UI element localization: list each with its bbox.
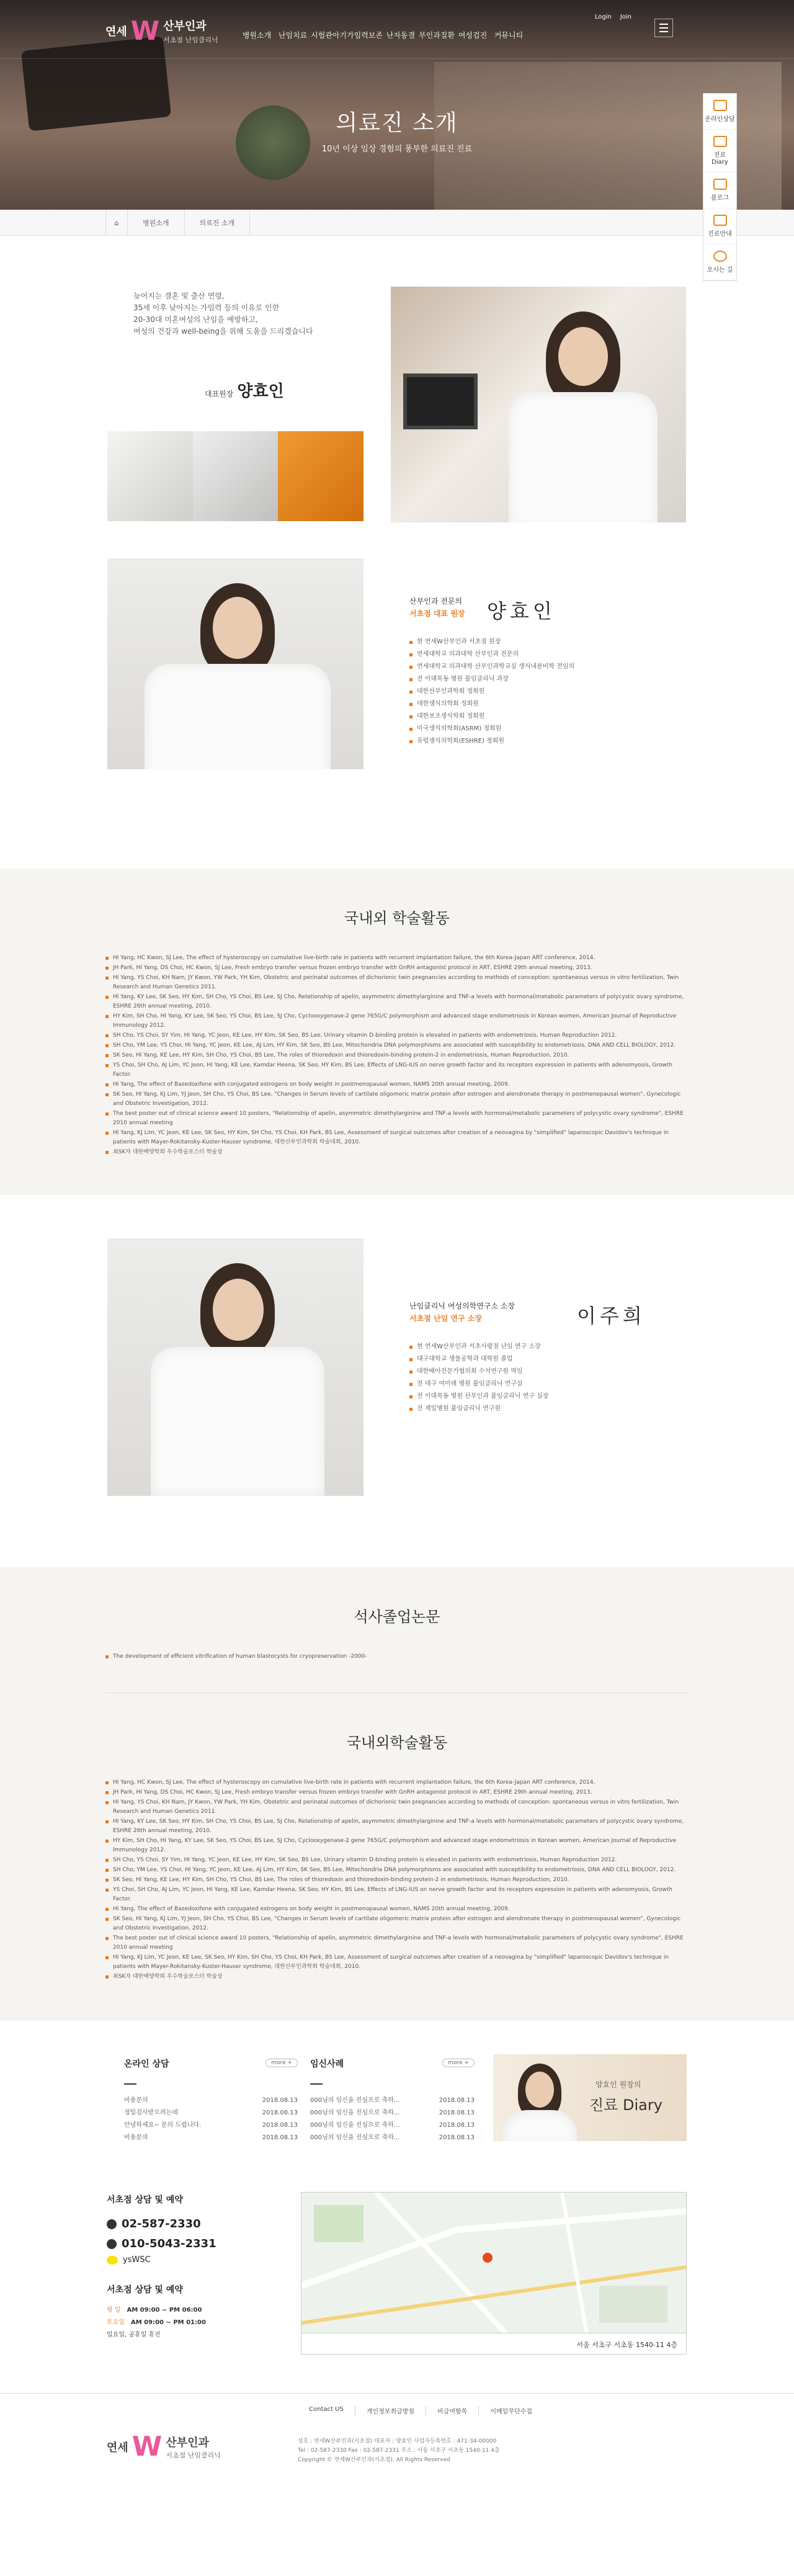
microscope-photo [107, 431, 193, 521]
monitor-icon [713, 100, 727, 111]
list-item[interactable]: 안녕하세요~ 문의 드립니다. 2018.08.13 [124, 2122, 298, 2129]
academic-section-2 [0, 1567, 794, 2019]
list-item: 유럽생식의학회(ESHRE) 정회원 [409, 735, 695, 748]
doctor-1-name: 양효인 [487, 599, 556, 623]
section-title: 국내외 학술활동 [344, 910, 450, 927]
calendar-icon [713, 136, 727, 147]
footer-link[interactable]: 개인정보취급방침 [355, 2406, 426, 2415]
diary-title: 진료 Diary [589, 2096, 662, 2114]
list-item: 전 제일병원 불임클리닉 연구원 [409, 1403, 695, 1415]
mobile-icon [107, 2239, 117, 2249]
list-item[interactable]: 000님의 임신을 진심으로 축하... 2018.08.13 [310, 2122, 475, 2129]
intro-signature: 대표원장 양효인 [205, 382, 284, 401]
logo-suffix: 산부인과 [163, 20, 207, 33]
nav-item[interactable]: 부인과질환 [419, 31, 455, 40]
list-item: The best poster out of clinical science award 10 posters, "Relationship of apelin, asymmetric dimethylarginine and TNF-a levels with hormonal/metabolic parameters of polycystic ovary syndrome", ESHRE 2010 annual meeting [105, 1934, 689, 1952]
breadcrumb [0, 210, 794, 236]
doctor-1-role: 산부인과 전문의 [409, 597, 462, 606]
list-item: SK Seo, HI Yang, KJ Lim, YJ Jeon, SH Cho, YS Choi, BS Lee, "Changes in Serum levels of cartilate oligomeric matrix protein after estrogen and alendronate therapy in postmenopausal women", Gynecologic and Obstetric Investigation, 2012. [105, 1915, 689, 1933]
online-counsel-board [124, 2057, 298, 2144]
footer-link[interactable]: 이메일무단수집 [490, 2408, 532, 2415]
list-item: 대구대학교 생물공학과 대학원 졸업 [409, 1353, 695, 1366]
list-item: HI Yang, The effect of Bazedoxifene with conjugated estrogens on body weight in postmenopausal women, NAMS 20th annual meeting, 2009. [105, 1905, 689, 1914]
nav-item[interactable]: 난자동결 [386, 31, 416, 40]
logo-sub: 서초점 난임클리닉 [163, 36, 218, 44]
quick-info[interactable]: 진료안내 [703, 208, 736, 244]
logo-w-icon: W [130, 16, 160, 46]
footer [0, 2393, 794, 2480]
list-item: 연세대학교 의과대학 산부인과학교실 생식내분비학 전임의 [409, 661, 695, 673]
footer-logo: 연세 W 산부인과 서초점 난임클리닉 [107, 2431, 221, 2462]
diary-subtitle: 양효인 원장의 [596, 2080, 641, 2089]
footer-address: 상호 : 연세W산부인과(서초점) 대표자 : 양효인 사업자등록번호 : 471-34-00000 Tel : 02-587-2330 Fax : 02-587-2331 주소 : 서울 서초구 서초동 1540-11 4층 Copyright © 연세W산부인과(서초점). All Rights Reserved [298, 2438, 500, 2463]
location-map[interactable] [301, 2192, 687, 2355]
quick-blog[interactable]: 블로그 [703, 172, 736, 208]
doctor-1-career [409, 636, 695, 748]
logo[interactable] [105, 17, 218, 45]
list-item: HY Kim, SH Cho, HI Yang, KY Lee, SK Seo, YS Choi, BS Lee, SJ Cho, Cyclooxygenase-2 gene 765G/C polymorphism and advanced stage endometriosis in Korean women, American Journal of Reproductive Immunology 2012. [105, 1836, 689, 1855]
pregnancy-case-board [310, 2057, 475, 2144]
list-item: SH Cho, YM Lee, YS Choi, HI Yang, YC Jeon, KE Lee, AJ Lim, HY Kim, SK Seo, BS Lee, Mitochondria DNA polymorphisms are associated with susceptibility to endometriosis, DNA AND CELL BIOLOGY, 2012. [105, 1866, 689, 1875]
diary-banner[interactable] [493, 2054, 687, 2141]
top-header [0, 0, 794, 59]
list-item: 전 대구 여미래 병원 불임클리닉 연구실 [409, 1378, 695, 1390]
list-item: 최SK자 대한배양학회 우수학술포스터 학술상 [105, 1148, 689, 1157]
section-title: 석사졸업논문 [354, 1608, 440, 1626]
section-title: 국내외학술활동 [346, 1734, 448, 1751]
ultrasound-screen [403, 373, 478, 429]
more-button[interactable]: more + [442, 2059, 475, 2067]
academic-list [105, 954, 689, 1157]
phone-icon [107, 2219, 117, 2229]
doctor-ultrasound-photo [391, 287, 686, 522]
blog-icon [713, 179, 727, 190]
logo-w-icon: W [132, 2431, 163, 2462]
location-pin-icon [713, 251, 727, 262]
lab-photo [193, 431, 279, 521]
hero-title-block [0, 105, 794, 154]
footer-link[interactable]: 비급여항목 [426, 2406, 479, 2415]
list-item: The best poster out of clinical science award 10 posters, "Relationship of apelin, asymmetric dimethylarginine and TNF-a levels with hormonal/metabolic parameters of polycystic ovary syndrome", ESHRE 2010 annual meeting [105, 1109, 689, 1128]
location-pin-icon [483, 2253, 493, 2263]
clinic-photos [107, 431, 364, 521]
phone-1[interactable]: 02-587-2330 [107, 2214, 293, 2234]
nav-item[interactable]: 여성검진 [458, 31, 488, 40]
list-item: 현 연세W산부인과 서초사랑점 난임 연구 소장 [409, 1341, 695, 1353]
hamburger-menu-icon[interactable] [654, 19, 673, 37]
list-item: YS Choi, SH Cho, AJ Lim, YC Jeon, HI Yang, KE Lee, Kamdar Heena, SK Seo, HY Kim, BS Lee, Effects of LNG-IUS on nerve growth factor and its receptors expression in patients with adenomyosis, Growth Factor. [105, 1885, 689, 1904]
list-item[interactable]: 000님의 임신을 진심으로 축하... 2018.08.13 [310, 2097, 475, 2104]
list-item: JH Park, HI Yang, DS Choi, HC Kwon, SJ Lee, Fresh embryo transfer versus frozen embryo transfer with GnRH antagonist protocol in ART, ESHRE 29th annual meeting, 2013. [105, 1788, 689, 1797]
list-item: 연세대학교 의과대학 산부인과 전문의 [409, 648, 695, 661]
list-item: HI Yang, KY Lee, SK Seo, HY Kim, SH Cho, YS Choi, BS Lee, SJ Cho, Relationship of apelin, asymmetric dimethylarginine and TNF-a levels with hormonal/metabolic parameters of polycystic ovary syndrome, ESHRE 26th annual meeting, 2010. [105, 993, 689, 1011]
nav-item[interactable]: 가임력보존 [347, 31, 383, 40]
breadcrumb-item[interactable]: 병원소개 [128, 210, 185, 236]
main-nav [239, 30, 527, 40]
list-item: HI Yang, YS Choi, KH Nam, JY Kwon, YW Park, YH Kim, Obstetric and perinatal outcomes of dichorionic twin pregnancies according to methods of conception: spontaneous versus in vitro fertilization, Twin Research and Human Genetics 2011. [105, 1798, 689, 1817]
kakao-icon [107, 2256, 118, 2265]
board-title: 임신사례 [310, 2059, 344, 2069]
doctor-1-photo [107, 558, 364, 769]
list-item: YS Choi, SH Cho, AJ Lim, YC Jeon, HI Yang, KE Lee, Kamdar Heena, SK Seo, HY Kim, BS Lee, Effects of LNG-IUS on nerve growth factor and its receptors expression in patients with adenomyosis, Growth Factor. [105, 1061, 689, 1080]
hero-banner [0, 0, 794, 210]
quick-online-counsel[interactable]: 온라인상담 [703, 94, 736, 130]
list-item: SH Cho, YS Choi, SY Yim, HI Yang, YC Jeon, KE Lee, HY Kim, SK Seo, BS Lee, Urinary vitamin D-binding protein is elevated in patients with endometriosis, Human Reproduction 2012. [105, 1856, 689, 1865]
academic-list [105, 1778, 689, 1982]
join-link[interactable]: Join [620, 14, 631, 20]
list-item: SH Cho, YS Choi, SY Yim, HI Yang, YC Jeon, KE Lee, HY Kim, SK Seo, BS Lee, Urinary vitamin D-binding protein is elevated in patients with endometriosis, Human Reproduction 2012. [105, 1031, 689, 1040]
nav-item[interactable]: 시험관아기 [311, 31, 347, 40]
phone-2[interactable]: 010-5043-2331 [107, 2234, 293, 2254]
list-item: 대한생식의학회 정회원 [409, 698, 695, 710]
map-caption: 서울 서초구 서초동 1540-11 4층 [301, 2333, 686, 2354]
board-section [0, 2019, 794, 2176]
nav-item[interactable]: 난임치료 [278, 31, 308, 40]
list-item: 대한산부인과학회 정회원 [409, 686, 695, 698]
breadcrumb-item[interactable]: 의료진 소개 [185, 210, 251, 236]
orange-photo [278, 431, 364, 521]
map-drawing [301, 2193, 687, 2334]
quick-menu [703, 93, 737, 281]
schedule-icon [713, 215, 727, 226]
list-item: HI Yang, KJ Lim, YC Jeon, KE Lee, SK Seo, HY Kim, SH Cho, YS Choi, KH Park, BS Lee, Assessment of surgical outcomes after creation of a neovagina by "simplified" laparoscopic Davidov's technique in patients with Mayer-Rokitansky-Kuster-Hauser syndrome, 대한산부인과학회 학술대회, 2010. [105, 1129, 689, 1147]
list-item: 전 이대목동 병원 불임클리닉 과장 [409, 673, 695, 686]
contact-section [0, 2176, 794, 2393]
list-item: HY Kim, SH Cho, HI Yang, KY Lee, SK Seo, YS Choi, BS Lee, SJ Cho, Cyclooxygenase-2 gene 765G/C polymorphism and advanced stage endometriosis in Korean women, American Journal of Reproductive Immunology 2012. [105, 1012, 689, 1031]
list-item: 대한보조생식학회 정회원 [409, 710, 695, 723]
nav-item[interactable]: 병원소개 [242, 31, 272, 40]
list-item: 대한배아전문가협의회 수석연구원 역임 [409, 1366, 695, 1378]
list-item: 미국생식의학회(ASRM) 정회원 [409, 723, 695, 735]
home-icon[interactable]: ⌂ [105, 210, 128, 236]
quick-directions[interactable]: 오시는 길 [703, 244, 736, 280]
util-links [595, 14, 631, 20]
list-item: HI Yang, HC Kwon, SJ Lee, The effect of hysteroscopy on cumulative live-birth rate in patients with recurrent implantation failure, the 6th Korea-Japan ART conference, 2014. [105, 1778, 689, 1787]
thesis-list [105, 1652, 689, 1661]
list-item: HI Yang, YS Choi, KH Nam, JY Kwon, YW Park, YH Kim, Obstetric and perinatal outcomes of dichorionic twin pregnancies according to methods of conception: spontaneous versus in vitro fertilization, Twin Research and Human Genetics 2011. [105, 973, 689, 992]
doctor-2-position: 서초점 난임 연구 소장 [409, 1314, 482, 1323]
doctor-2-name: 이주희 [577, 1304, 646, 1328]
quick-diary[interactable]: 진료 Diary [703, 130, 736, 172]
list-item: SK Seo, HI Yang, KE Lee, HY Kim, SH Cho, YS Choi, BS Lee, The roles of thioredoxin and thioredoxin-binding protein-2 in endometriosis, Human Reproduction, 2010. [105, 1051, 689, 1060]
list-item: 최SK자 대한배양학회 우수학술포스터 학술상 [105, 1972, 689, 1982]
list-item[interactable]: 000님의 임신을 진심으로 축하... 2018.08.13 [310, 2109, 475, 2116]
login-link[interactable]: Login [594, 14, 612, 20]
list-item: HI Yang, KJ Lim, YC Jeon, KE Lee, SK Seo, HY Kim, SH Cho, YS Choi, KH Park, BS Lee, Assessment of surgical outcomes after creation of a neovagina by "simplified" laparoscopic Davidov's technique in patients with Mayer-Rokitansky-Kuster-Hauser syndrome, 대한산부인과학회 학술대회, 2010. [105, 1953, 689, 1972]
page-subtitle: 10년 이상 임상 경험의 풍부한 의료진 진료 [321, 145, 473, 154]
list-item: SK Seo, HI Yang, KJ Lim, YJ Jeon, SH Cho, YS Choi, BS Lee, "Changes in Serum levels of cartilate oligomeric matrix protein after estrogen and alendronate therapy in postmenopausal women", Gynecologic and Obstetric Investigation, 2012. [105, 1090, 689, 1109]
list-item: HI Yang, KY Lee, SK Seo, HY Kim, SH Cho, YS Choi, BS Lee, SJ Cho, Relationship of apelin, asymmetric dimethylarginine and TNF-a levels with hormonal/metabolic parameters of polycystic ovary syndrome, ESHRE 26th annual meeting, 2010. [105, 1817, 689, 1836]
hours-saturday: 토요일 AM 09:00 ~ PM 01:00 [107, 2319, 206, 2326]
list-item: SH Cho, YM Lee, YS Choi, HI Yang, YC Jeon, KE Lee, AJ Lim, HY Kim, SK Seo, BS Lee, Mitochondria DNA polymorphisms are associated with susceptibility to endometriosis, DNA AND CELL BIOLOGY, 2012. [105, 1041, 689, 1050]
doctor-profile-1 [0, 558, 794, 869]
contact-title: 서초점 상담 및 예약 [107, 2195, 183, 2205]
hours-weekday: 평 일 AM 09:00 ~ PM 06:00 [107, 2307, 202, 2314]
intro-quote: 늦어지는 결혼 및 출산 연령, 35세 이후 낮아지는 가임력 등의 이유로 인한 20-30대 미혼여성의 난임을 예방하고, 여성의 건강과 well-being을 위해 도움을 드리겠습니다 [133, 292, 313, 336]
doctor-2-career [409, 1341, 695, 1415]
nav-item[interactable]: 커뮤니티 [494, 31, 524, 40]
intro-section [0, 236, 794, 558]
list-item: The development of efficient vitrification of human blastocysts for cryopreservation -2000- [105, 1652, 689, 1661]
footer-links [298, 2406, 543, 2415]
doctor-1-position: 서초점 대표 원장 [409, 609, 465, 618]
footer-link[interactable]: Contact US [298, 2406, 355, 2415]
list-item: SK Seo, HI Yang, KE Lee, HY Kim, SH Cho, YS Choi, BS Lee, The roles of thioredoxin and thioredoxin-binding protein-2 in endometriosis, Human Reproduction, 2010. [105, 1876, 689, 1885]
list-item[interactable]: 비용문의 2018.08.13 [124, 2134, 298, 2141]
academic-section-1 [0, 869, 794, 1195]
doctor-profile-2 [0, 1238, 794, 1549]
list-item: HI Yang, The effect of Bazedoxifene with conjugated estrogens on body weight in postmenopausal women, NAMS 20th annual meeting, 2009. [105, 1080, 689, 1089]
logo-name: 연세 [105, 25, 127, 38]
closed-notice: 일요일, 공휴일 휴진 [107, 2332, 161, 2338]
list-item: HI Yang, HC Kwon, SJ Lee, The effect of hysteroscopy on cumulative live-birth rate in patients with recurrent implantation failure, the 6th Korea-Japan ART conference, 2014. [105, 954, 689, 963]
list-item: JH Park, HI Yang, DS Choi, HC Kwon, SJ Lee, Fresh embryo transfer versus frozen embryo transfer with GnRH antagonist protocol in ART, ESHRE 29th annual meeting, 2013. [105, 964, 689, 973]
list-item[interactable]: 정밀검사받으려는데 2018.08.13 [124, 2109, 298, 2116]
hours-title: 서초점 상담 및 예약 [107, 2285, 183, 2295]
list-item[interactable]: 000님의 임신을 진심으로 축하... 2018.08.13 [310, 2134, 475, 2141]
doctor-2-role: 난임클리닉 여성의학연구소 소장 [409, 1302, 515, 1310]
more-button[interactable]: more + [265, 2059, 298, 2067]
doctor-2-photo [107, 1238, 364, 1496]
list-item: 현 연세W산부인과 서초점 원장 [409, 636, 695, 648]
kakao-link[interactable]: ysWSC [107, 2255, 293, 2265]
list-item: 전 이대목동 병원 산부인과 불임클리닉 연구 실장 [409, 1390, 695, 1403]
list-item[interactable]: 비용문의 2018.08.13 [124, 2097, 298, 2104]
board-title: 온라인 상담 [124, 2059, 169, 2069]
page-title: 의료진 소개 [336, 110, 458, 136]
